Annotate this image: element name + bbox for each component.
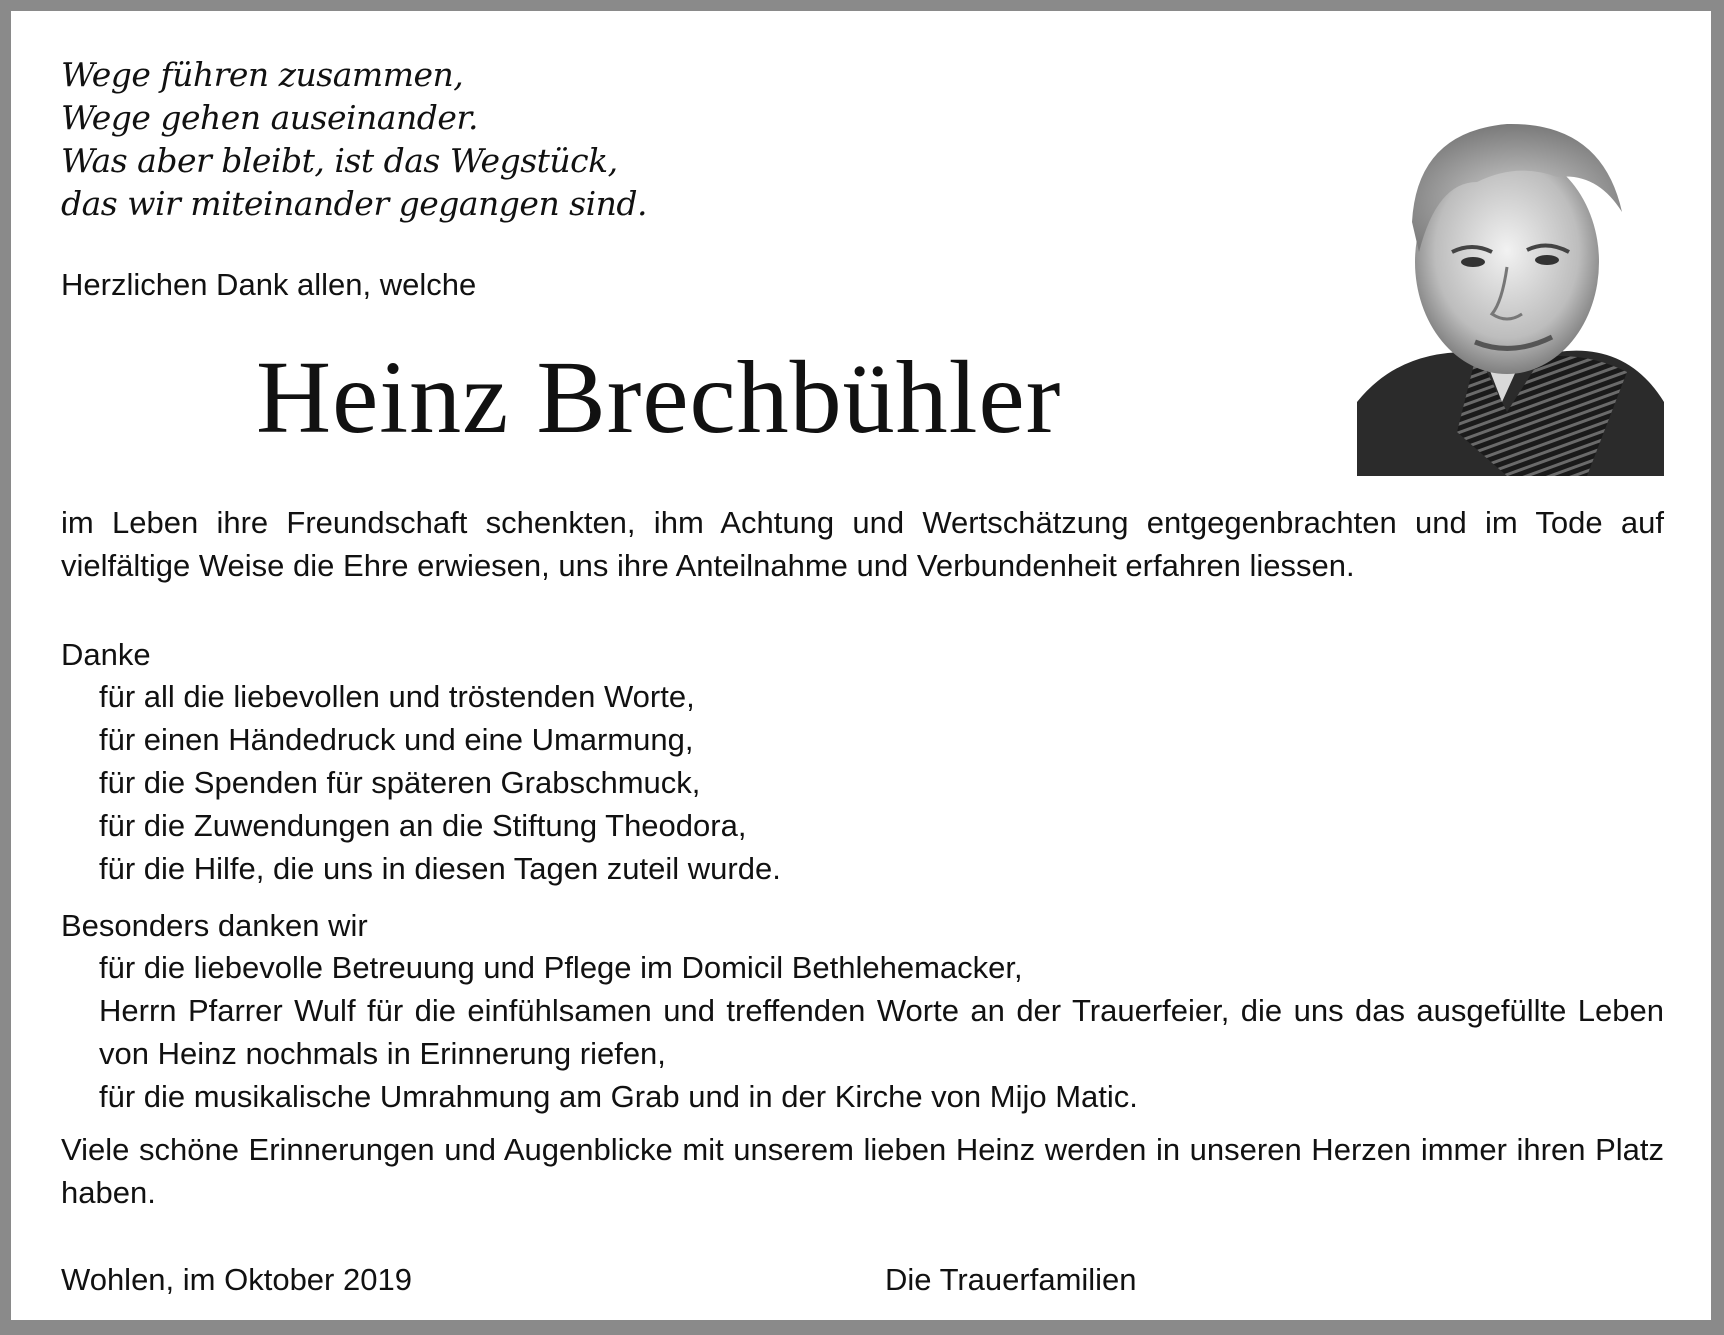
intro-text: Herzlichen Dank allen, welche bbox=[61, 267, 477, 302]
verse-line: Wege gehen auseinander. bbox=[61, 98, 479, 137]
place-date: Wohlen, im Oktober 2019 bbox=[61, 1262, 412, 1297]
list-item: für die Spenden für späteren Grabschmuck, bbox=[99, 765, 701, 800]
danke-heading: Danke bbox=[61, 637, 151, 672]
besonders-heading: Besonders danken wir bbox=[61, 908, 368, 943]
list-item: für all die liebevollen und tröstenden Worte, bbox=[99, 679, 695, 714]
verse-line: das wir miteinander gegangen sind. bbox=[61, 184, 648, 223]
obituary-card bbox=[11, 11, 1711, 1320]
body-text: im Leben ihre Freundschaft schenkten, ihm Achtung und Wertschätzung entgegenbrachten und im Tode auf vielfältige Weise die Ehre erwiesen, uns ihre Anteilnahme und Verbundenheit erfahren liessen. bbox=[61, 505, 1664, 583]
deceased-name: Heinz Brechbühler bbox=[256, 340, 1062, 455]
verse-line: Was aber bleibt, ist das Wegstück, bbox=[61, 141, 618, 180]
list-item: für die liebevolle Betreuung und Pflege im Domicil Bethlehemacker, bbox=[99, 950, 1023, 985]
list-item: Herrn Pfarrer Wulf für die einfühlsamen und treffenden Worte an der Trauerfeier, die uns das ausgefüllte Leben von Heinz nochmals in Erinnerung riefen, bbox=[99, 993, 1664, 1071]
verse-line: Wege führen zusammen, bbox=[61, 55, 464, 94]
list-item: für die Hilfe, die uns in diesen Tagen zuteil wurde. bbox=[99, 851, 781, 886]
closing-text: Viele schöne Erinnerungen und Augenblicke mit unserem lieben Heinz werden in unseren Herzen immer ihren Platz haben. bbox=[61, 1132, 1664, 1210]
besonders-list bbox=[99, 946, 1664, 1118]
signature: Die Trauerfamilien bbox=[885, 1262, 1137, 1297]
list-item: für einen Händedruck und eine Umarmung, bbox=[99, 722, 694, 757]
verse bbox=[61, 53, 647, 225]
list-item: für die Zuwendungen an die Stiftung Theodora, bbox=[99, 808, 747, 843]
portrait-photo bbox=[1357, 102, 1664, 476]
danke-list bbox=[99, 675, 781, 890]
list-item: für die musikalische Umrahmung am Grab und in der Kirche von Mijo Matic. bbox=[99, 1079, 1138, 1114]
